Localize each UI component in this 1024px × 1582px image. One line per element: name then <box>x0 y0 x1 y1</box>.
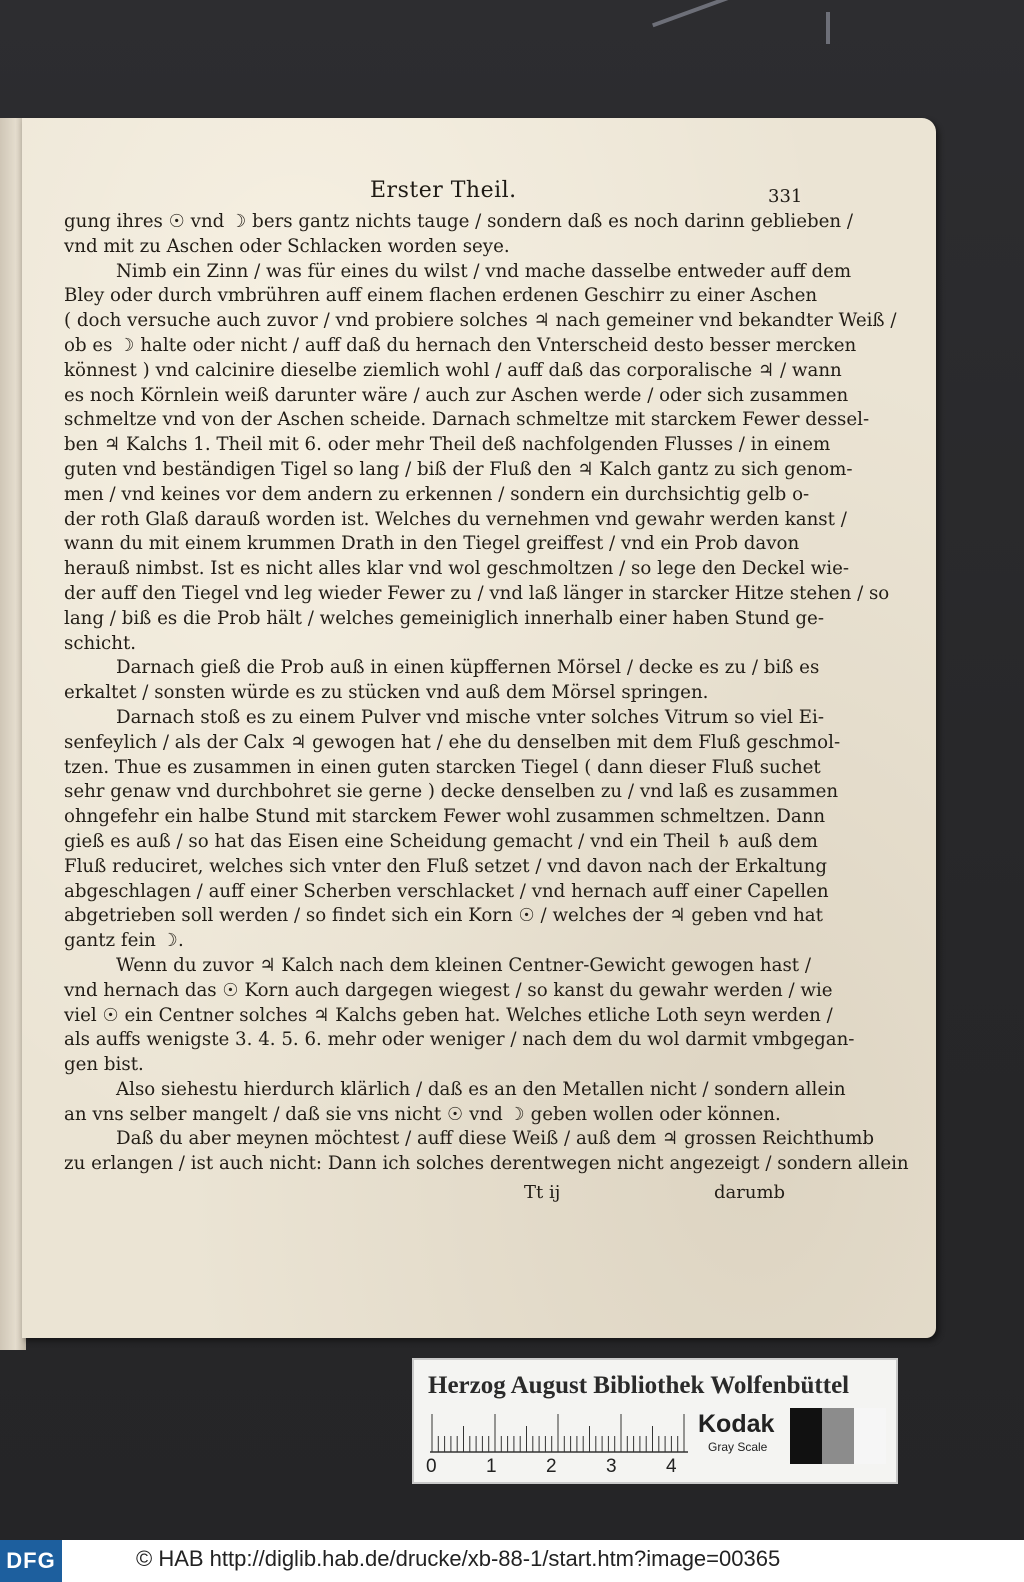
gray-patch <box>790 1408 822 1464</box>
ruler-number: 4 <box>666 1456 677 1477</box>
footer-bar <box>0 1540 1024 1582</box>
body-text <box>64 210 909 1177</box>
library-name: Herzog August Bibliothek Wolfenbüttel <box>428 1372 850 1399</box>
text-line: vnd hernach das ☉ Korn auch dargegen wiegest / so kanst du gewahr werden / wie <box>64 979 833 1001</box>
text-line: Bley oder durch vmbrühren auff einem flachen erdenen Geschirr zu einer Aschen <box>64 285 818 307</box>
ruler-number: 3 <box>606 1456 617 1477</box>
scratch-mark <box>652 0 738 27</box>
signature-mark: Tt ij <box>524 1182 561 1203</box>
text-line: gen bist. <box>64 1054 144 1076</box>
ruler-ticks <box>432 1414 684 1452</box>
text-line: der roth Glaß darauß worden ist. Welches du vernehmen vnd gewahr werden kanst / <box>64 508 847 530</box>
text-line: vnd mit zu Aschen oder Schlacken worden seye. <box>64 235 510 257</box>
text-line: Fluß reduciret, welches sich vnter den Fluß setzet / vnd davon nach der Erkaltung <box>64 855 828 877</box>
text-line: abgeschlagen / auff einer Scherben verschlacket / vnd hernach auff einer Capellen <box>64 880 829 902</box>
gray-patch <box>854 1408 886 1464</box>
text-line: gieß es auß / so hat das Eisen eine Scheidung gemacht / vnd ein Theil ♄ auß dem <box>64 830 818 852</box>
text-line: Also siehestu hierdurch klärlich / daß es an den Metallen nicht / sondern allein <box>116 1078 846 1100</box>
gray-scale-label: Gray Scale <box>708 1440 768 1454</box>
text-line: Wenn du zuvor ♃ Kalch nach dem kleinen Centner-Gewicht gewogen hast / <box>116 954 812 976</box>
text-line: erkaltet / sonsten würde es zu stücken vnd auß dem Mörsel springen. <box>64 682 709 704</box>
text-line: zu erlangen / ist auch nicht: Dann ich solches derentwegen nicht angezeigt / sondern allein <box>64 1153 909 1175</box>
text-line: Daß du aber meynen möchtest / auff diese Weiß / auß dem ♃ grossen Reichthumb <box>116 1128 874 1150</box>
text-line: gantz fein ☽. <box>64 930 184 952</box>
text-line: gung ihres ☉ vnd ☽ bers gantz nichts tauge / sondern daß es noch darinn geblieben / <box>64 211 853 232</box>
catchword: darumb <box>714 1182 786 1203</box>
text-line: Darnach gieß die Prob auß in einen küpffernen Mörsel / decke es zu / biß es <box>116 657 820 679</box>
text-line: ob es ☽ halte oder nicht / auff daß du hernach den Vnterscheid desto besser mercken <box>64 334 857 356</box>
copyright-url[interactable]: © HAB http://diglib.hab.de/drucke/xb-88-1/start.htm?image=00365 <box>136 1546 781 1571</box>
text-line: ohngefehr ein halbe Stund mit starckem Fewer wohl zusammen schmeltzen. Dann <box>64 806 826 828</box>
text-line: schmeltze vnd von der Aschen scheide. Darnach schmeltze mit starckem Fewer dessel- <box>64 409 870 431</box>
page-number: 331 <box>768 186 803 207</box>
text-line: an vns selber mangelt / daß sie vns nicht ☉ vnd ☽ geben wollen oder können. <box>64 1103 781 1125</box>
text-line: viel ☉ ein Centner solches ♃ Kalchs geben hat. Welches etliche Loth seyn werden / <box>64 1004 833 1026</box>
gray-patches <box>790 1408 886 1464</box>
text-line: senfeylich / als der Calx ♃ gewogen hat / ehe du denselben mit dem Fluß geschmol- <box>64 731 841 753</box>
text-line: men / vnd keines vor dem andern zu erkennen / sondern ein durchsichtig gelb o- <box>64 483 810 505</box>
text-line: guten vnd beständigen Tigel so lang / biß der Fluß den ♃ Kalch gantz zu sich genom- <box>64 458 853 480</box>
text-line: herauß nimbst. Ist es nicht alles klar vnd wol geschmoltzen / so lege den Deckel wie- <box>64 558 849 580</box>
text-line: lang / biß es die Prob hält / welches gemeiniglich innerhalb einer haben Stund ge- <box>64 607 824 629</box>
text-line: wann du mit einem krummen Drath in den Tiegel greiffest / vnd ein Prob davon <box>64 533 800 555</box>
text-line: Nimb ein Zinn / was für eines du wilst / vnd mache dasselbe entweder auff dem <box>116 260 852 282</box>
gray-patch <box>822 1408 854 1464</box>
text-line: ben ♃ Kalchs 1. Theil mit 6. oder mehr Theil deß nachfolgenden Flusses / in einem <box>64 434 831 456</box>
text-line: als auffs wenigste 3. 4. 5. 6. mehr oder weniger / nach dem du wol darmit vmbgegan- <box>64 1029 855 1051</box>
text-line: ( doch versuche auch zuvor / vnd probiere solches ♃ nach gemeiner vnd bekandter Weiß / <box>64 310 897 332</box>
text-line: Darnach stoß es zu einem Pulver vnd mische vnter solches Vitrum so viel Ei- <box>116 706 824 728</box>
ruler-number: 2 <box>546 1456 557 1477</box>
color-scale-card <box>412 1358 898 1484</box>
text-line: könnest ) vnd calcinire dieselbe ziemlich wohl / auff daß das corporalische ♃ / wann <box>64 359 842 381</box>
text-line: der auff den Tiegel vnd leg wieder Fewer zu / vnd laß länger in starcker Hitze stehen / so <box>64 582 890 604</box>
ruler-number: 0 <box>426 1456 437 1477</box>
ruler <box>430 1412 688 1454</box>
text-line: schicht. <box>64 632 137 654</box>
text-line: es noch Körnlein weiß darunter wäre / auch zur Aschen werde / oder sich zusammen <box>64 384 849 406</box>
text-line: tzen. Thue es zusammen in einen guten starcken Tiegel ( dann dieser Fluß suchet <box>64 756 821 778</box>
scratch-mark <box>826 12 830 44</box>
text-line: sehr genaw vnd durchbohret sie gerne ) decke denselben zu / vnd laß es zusammen <box>64 781 839 803</box>
text-line: abgetrieben soll werden / so findet sich ein Korn ☉ / welches der ♃ geben vnd hat <box>64 905 823 927</box>
running-head: Erster Theil. <box>370 178 517 203</box>
ruler-number: 1 <box>486 1456 497 1477</box>
dfg-logo: DFG <box>0 1540 62 1582</box>
kodak-logo: Kodak <box>698 1410 775 1438</box>
